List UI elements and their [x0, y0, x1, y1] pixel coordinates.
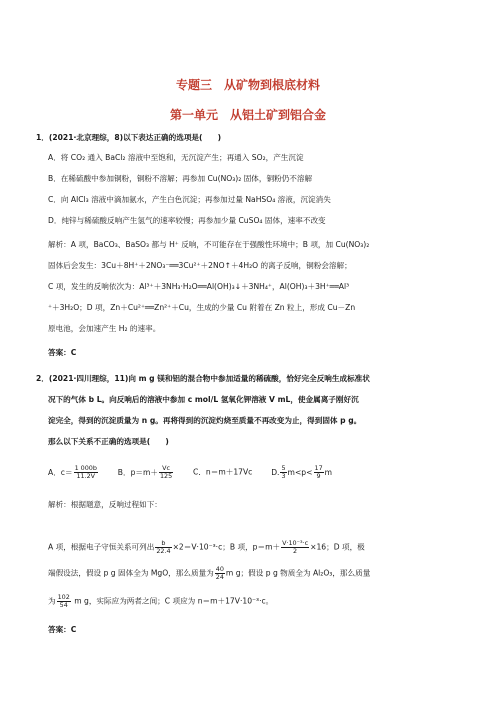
q1-option-b: B．在稀硫酸中参加铜粉，铜粉不溶解；再参加 Cu(NO₃)₂ 固体，铜粉仍不溶解 [48, 174, 313, 183]
numerator: 102 [57, 593, 70, 601]
denominator: 22.4 [156, 547, 171, 555]
q1-analysis-line: 原电池，会加速产生 H₂ 的速率。 [48, 324, 161, 333]
q2-analysis-line [48, 540, 365, 555]
q2-analysis-line [48, 566, 370, 581]
q1-answer: 答案：C [48, 348, 77, 357]
numerator: 5 [281, 464, 286, 472]
inequality-text: m<p< [287, 467, 313, 477]
fraction [159, 465, 173, 480]
denominator: 2 [293, 547, 298, 555]
analysis-text: ×16；D 项，极 [310, 542, 365, 552]
option-prefix: A．c＝ [48, 467, 73, 477]
fraction [280, 465, 286, 480]
denominator: 9 [316, 472, 321, 480]
fraction [74, 465, 98, 480]
q1-option-c: C．向 AlCl₃ 溶液中滴加氨水，产生白色沉淀；再参加过量 NaHSO₄ 溶液，沉淀消失 [48, 195, 331, 204]
q2-stem-line: 2．(2021·四川理综，11)向 m g 镁和铝的混合物中参加适量的稀硫酸，恰好完全反响生成标准状 [36, 374, 370, 383]
q2-options-row [48, 465, 332, 480]
option-prefix: D. [271, 467, 280, 477]
denominator: 3 [281, 472, 286, 480]
q1-analysis-line: 解析：A 项，BaCO₃、BaSO₃ 都与 H⁺ 反响，不可能存在于强酸性环境中；B 项，加 Cu(NO₃)₂ [48, 240, 370, 249]
fraction [314, 465, 324, 480]
numerator: 1 000b [74, 464, 97, 472]
unit-title: 第一单元 从铝土矿到铝合金 [169, 108, 326, 122]
q2-option-a [48, 464, 101, 480]
q2-answer: 答案：C [48, 625, 77, 634]
q1-option-a: A．将 CO₂ 通入 BaCl₂ 溶液中至饱和，无沉淀产生；再通入 SO₂，产生沉淀 [48, 153, 304, 162]
numerator: b [155, 540, 171, 548]
q1-option-d: D．纯锌与稀硫酸反响产生氢气的速率较慢；再参加少量 CuSO₄ 固体，速率不改变 [48, 216, 326, 225]
q2-stem-line: 淀完全，得到的沉淀质量为 n g。再将得到的沉淀灼烧至质量不再改变为止，得到固体 p g。 [48, 416, 362, 425]
numerator: V·10⁻³·c [282, 539, 309, 547]
analysis-text: A 项，根据电子守恒关系可列出 [48, 542, 155, 552]
q1-analysis-line: ⁺＋3H₂O；D 项，Zn＋Cu²⁺══Zn²⁺＋Cu，生成的少量 Cu 附着在 Zn 粒上，形成 Cu－Zn [48, 303, 356, 312]
q2-analysis-line [48, 594, 273, 609]
denominator: 125 [159, 472, 173, 480]
q2-option-c: C．n＝m＋17Vc [193, 467, 253, 477]
q1-stem: 1．(2021·北京理综，8)以下表达正确的选项是( ) [36, 133, 222, 142]
q2-stem-line: 况下的气体 b L。向反响后的溶液中参加 c mol/L 氢氧化钾溶液 V mL，使金属离子刚好沉 [48, 395, 359, 404]
analysis-text: 为 [48, 596, 56, 606]
analysis-text: 端假设法，假设 p g 固体全为 MgO，那么质量为 [48, 568, 214, 578]
q1-analysis-line: C 项，发生的反响依次为：Al³⁺＋3NH₃·H₂O══Al(OH)₃↓＋3NH₄⁺，Al(OH)₃＋3H⁺══Al³ [48, 282, 350, 291]
fraction [57, 594, 71, 609]
unit-text: m [324, 467, 333, 477]
denominator: 54 [59, 601, 68, 609]
denominator: 11.2V [76, 472, 96, 480]
q2-analysis-intro: 解析：根据题意，反响过程如下： [48, 500, 162, 509]
analysis-text: ×2＝V·10⁻³·c；B 项，p＝m＋ [172, 542, 281, 552]
numerator: Vc [159, 465, 173, 473]
q2-option-b [117, 464, 177, 480]
analysis-text: m g；假设 p g 物质全为 Al₂O₃，那么质量 [225, 568, 371, 578]
denominator: 24 [215, 573, 224, 581]
numerator: 17 [314, 464, 323, 472]
topic-title: 专题三 从矿物到根底材料 [175, 78, 320, 92]
q2-stem-line: 那么以下关系不正确的选项是( ) [48, 437, 169, 446]
analysis-text: m g，实际应为两者之间；C 项应为 n＝m＋17V·10⁻³·c。 [71, 596, 274, 606]
q2-option-d [271, 464, 333, 480]
fraction [215, 566, 225, 581]
fraction [281, 540, 309, 555]
numerator: 40 [215, 565, 224, 573]
option-prefix: B．p＝m＋ [117, 467, 158, 477]
q1-analysis-line: 固体后会发生：3Cu＋8H⁺＋2NO₃⁻══3Cu²⁺＋2NO↑＋4H₂O 的离子反响，铜粉会溶解； [48, 261, 352, 270]
fraction [155, 540, 171, 555]
